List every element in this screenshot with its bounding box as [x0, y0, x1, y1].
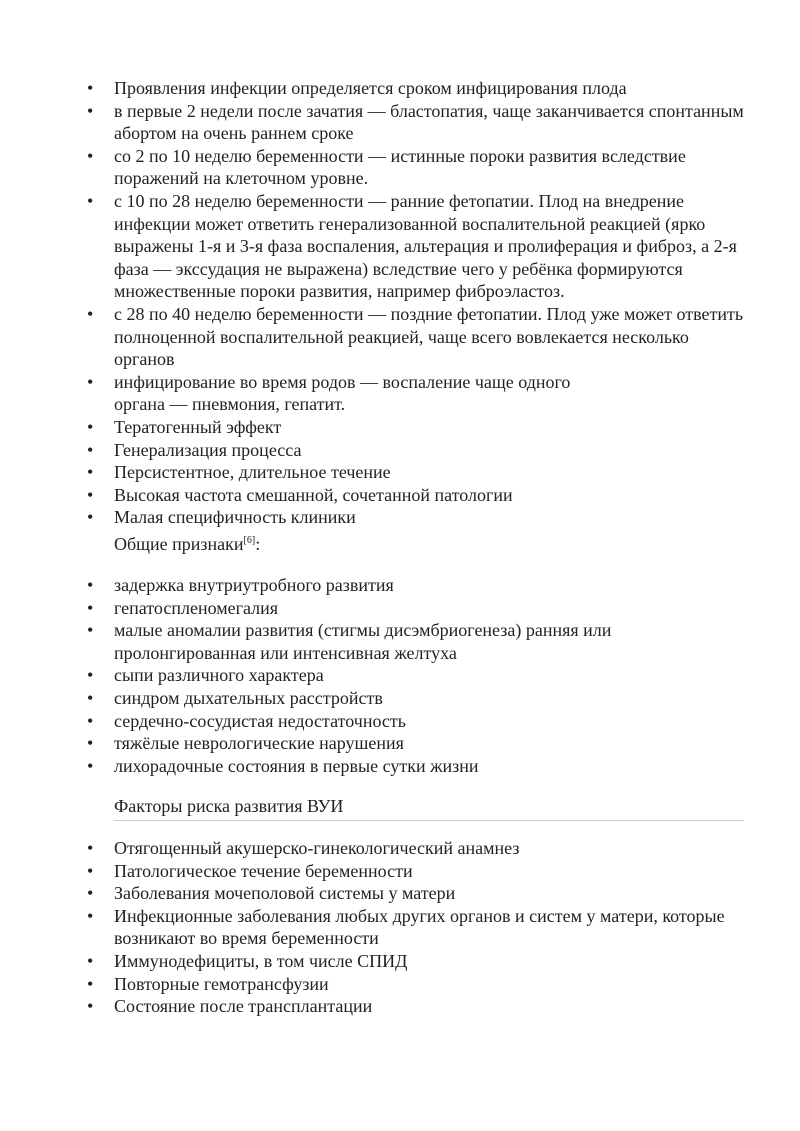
- list-item: [87, 597, 747, 620]
- list-item-text: с 10 по 28 неделю беременности — ранние фетопатии. Плод на внедрение инфекции может ответить генерализованной воспалительной реакцией (ярко выражены 1-я и 3-я фаза воспаления, альтерация и пролиферация и фиброз, а 2-я фаза — экссудация не выражена) вследствие чего у ребёнка формируются множественные пороки развития, например фиброэластоз.: [114, 190, 737, 302]
- list-item-text: малые аномалии развития (стигмы дисэмбриогенеза) ранняя или пролонгированная или интенсивная желтуха: [114, 620, 612, 663]
- list-item: [87, 837, 747, 860]
- list-item: [87, 371, 747, 416]
- list-item: [87, 416, 747, 439]
- bullet-icon: •: [87, 439, 94, 460]
- general-signs-list: [87, 574, 747, 777]
- footnote-reference[interactable]: [6]: [243, 535, 256, 546]
- list-item: [87, 439, 747, 462]
- risk-factors-heading: Факторы риска развития ВУИ: [114, 795, 744, 821]
- list-item-text: инфицирование во время родов — воспаление чаще одного органа — пневмония, гепатит.: [114, 371, 571, 415]
- bullet-icon: •: [87, 665, 94, 686]
- bullet-icon: •: [87, 950, 94, 971]
- list-item: [87, 619, 747, 664]
- bullet-icon: •: [87, 905, 94, 926]
- list-item-text: задержка внутриутробного развития: [114, 575, 394, 595]
- bullet-icon: •: [87, 838, 94, 858]
- list-item: [87, 860, 747, 883]
- bullet-icon: •: [87, 755, 94, 776]
- list-item-text: Патологическое течение беременности: [114, 860, 413, 881]
- general-signs-suffix: :: [255, 534, 261, 554]
- bullet-icon: •: [87, 883, 94, 904]
- bullet-icon: •: [87, 462, 94, 483]
- list-item: [87, 506, 747, 529]
- list-item-text: Заболевания мочеполовой системы у матери: [114, 883, 456, 904]
- list-item: [87, 77, 747, 100]
- list-item-text: Повторные гемотрансфузии: [114, 973, 329, 994]
- list-item-text: тяжёлые неврологические нарушения: [114, 733, 404, 754]
- list-item: [87, 973, 747, 996]
- list-item-text: Генерализация процесса: [114, 439, 302, 460]
- list-item: [87, 905, 747, 950]
- list-item: [87, 574, 747, 597]
- list-item-text: сыпи различного характера: [114, 665, 324, 686]
- list-item: [87, 190, 747, 303]
- list-item-text: сердечно-сосудистая недостаточность: [114, 710, 406, 731]
- list-item: [87, 664, 747, 687]
- bullet-icon: •: [87, 190, 94, 211]
- list-item-text: Персистентное, длительное течение: [114, 462, 391, 483]
- list-item: [87, 484, 747, 507]
- general-signs-text: Общие признаки: [114, 534, 244, 554]
- list-item: [87, 687, 747, 710]
- general-signs-paragraph: [114, 533, 260, 556]
- list-item-text: в первые 2 недели после зачатия — бластопатия, чаще заканчивается спонтанным абортом на очень раннем сроке: [114, 100, 744, 144]
- list-item: [87, 732, 747, 755]
- bullet-icon: •: [87, 303, 94, 324]
- list-item: [87, 145, 747, 190]
- infection-manifestations-list: [87, 77, 747, 529]
- list-item: [87, 950, 747, 973]
- bullet-icon: •: [87, 687, 94, 708]
- list-item: [87, 882, 747, 905]
- bullet-icon: •: [87, 507, 94, 528]
- list-item-text: синдром дыхательных расстройств: [114, 687, 383, 708]
- list-item-text: Проявления инфекции определяется сроком инфицирования плода: [114, 78, 627, 98]
- list-item-text: Малая специфичность клиники: [114, 507, 356, 528]
- bullet-icon: •: [87, 575, 94, 595]
- list-item: [87, 995, 747, 1018]
- bullet-icon: •: [87, 145, 94, 166]
- list-item-text: с 28 по 40 неделю беременности — поздние фетопатии. Плод уже может ответить полноценной воспалительной реакцией, чаще всего вовлекается несколько органов: [114, 303, 744, 370]
- bullet-icon: •: [87, 371, 94, 392]
- bullet-icon: •: [87, 597, 94, 618]
- list-item-text: Высокая частота смешанной, сочетанной патологии: [114, 484, 513, 505]
- list-item-text: Инфекционные заболевания любых других органов и систем у матери, которые возникают во время беременности: [114, 905, 725, 949]
- list-item-text: Иммунодефициты, в том числе СПИД: [114, 950, 408, 971]
- list-item-text: лихорадочные состояния в первые сутки жизни: [114, 755, 479, 776]
- bullet-icon: •: [87, 100, 94, 121]
- list-item: [87, 461, 747, 484]
- list-item-text: гепатоспленомегалия: [114, 597, 279, 618]
- bullet-icon: •: [87, 860, 94, 881]
- risk-factors-list: [87, 837, 747, 1018]
- bullet-icon: •: [87, 710, 94, 731]
- list-item-text: Состояние после трансплантации: [114, 996, 373, 1017]
- bullet-icon: •: [87, 78, 94, 98]
- list-item-text: Тератогенный эффект: [114, 416, 282, 437]
- bullet-icon: •: [87, 996, 94, 1017]
- bullet-icon: •: [87, 973, 94, 994]
- bullet-icon: •: [87, 733, 94, 754]
- list-item: [87, 710, 747, 733]
- bullet-icon: •: [87, 416, 94, 437]
- bullet-icon: •: [87, 620, 94, 641]
- list-item: [87, 303, 747, 371]
- list-item: [87, 755, 747, 778]
- bullet-icon: •: [87, 484, 94, 505]
- list-item: [87, 100, 747, 145]
- list-item-text: Отягощенный акушерско-гинекологический анамнез: [114, 838, 520, 858]
- list-item-text: со 2 по 10 неделю беременности — истинные пороки развития вследствие поражений на клеточном уровне.: [114, 145, 686, 189]
